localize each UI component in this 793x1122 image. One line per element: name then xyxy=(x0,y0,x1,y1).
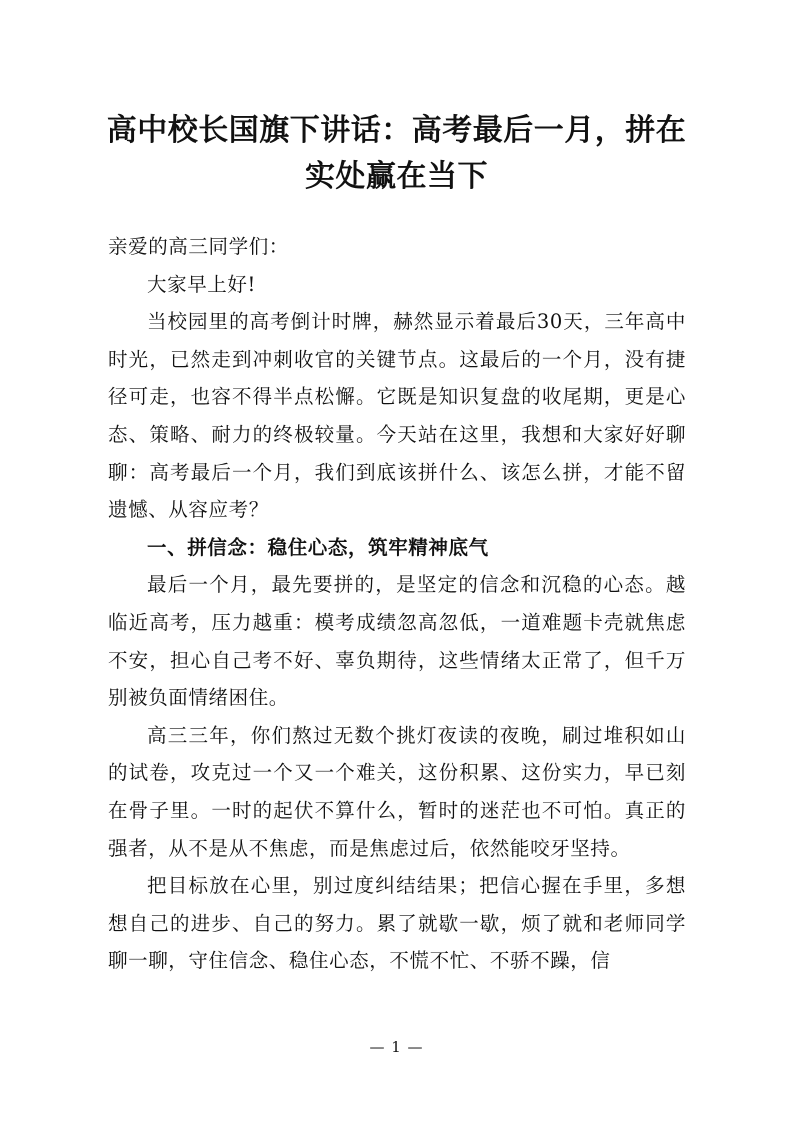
section-heading-1: 一、拼信念：稳住心态，筑牢精神底气 xyxy=(147,535,489,559)
greeting: 大家早上好! xyxy=(147,272,256,296)
document-title: 高中校长国旗下讲话：高考最后一月，拼在实处赢在当下 xyxy=(106,113,687,194)
page-number: — 1 — xyxy=(369,1038,424,1056)
paragraph-goal: 把目标放在心里，别过度纠结结果；把信心握在手里，多想想自己的进步、自己的努力。累了就歇一歇，烦了就和老师同学聊一聊，守住信念、稳住心态，不慌不忙、不骄不躁，信 xyxy=(108,874,686,973)
paragraph-accumulation: 高三三年，你们熬过无数个挑灯夜读的夜晚，刷过堆积如山的试卷，攻克过一个又一个难关，这份积累、这份实力，早已刻在骨子里。一时的起伏不算什么，暂时的迷茫也不可怕。真正的强者，从不是从不焦虑，而是焦虑过后，依然能咬牙坚持。 xyxy=(108,723,686,860)
paragraph-intro: 当校园里的高考倒计时牌，赫然显示着最后30天，三年高中时光，已然走到冲刺收官的关键节点。这最后的一个月，没有捷径可走，也容不得半点松懈。它既是知识复盘的收尾期，更是心态、策略、耐力的终极较量。今天站在这里，我想和大家好好聊聊：高考最后一个月，我们到底该拼什么、该怎么拼，才能不留遗憾、从容应考？ xyxy=(108,310,686,522)
document-body xyxy=(108,228,686,980)
salutation: 亲爱的高三同学们： xyxy=(108,235,289,258)
paragraph-mindset: 最后一个月，最先要拼的，是坚定的信念和沉稳的心态。越临近高考，压力越重：模考成绩忽高忽低，一道难题卡壳就焦虑不安，担心自己考不好、辜负期待，这些情绪太正常了，但千万别被负面情绪困住。 xyxy=(108,573,686,710)
